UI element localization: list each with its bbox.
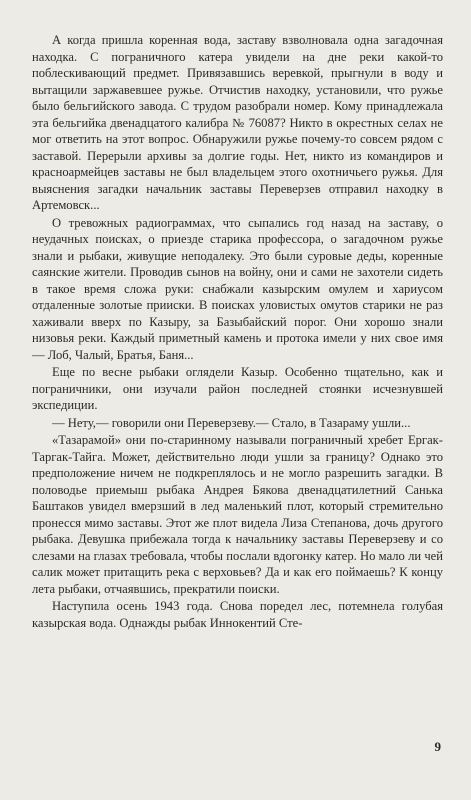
paragraph-5: «Тазарамой» они по-старинному называли пограничный хребет Ергак-Таргак-Тайга. Может, действительно люди ушли за границу? Однако это предположение ничем не подкреплялось и не могло разрешить загадки. В половодье приемыш рыбака Андрея Бякова двенадцатилетний Санька Баштаков увидел вмерзший в лед маленький плот, который стремительно пронесся мимо заставы. Этот же плот видела Лиза Степанова, дочь другого рыбака. Девушка прибежала тогда к начальнику заставы Переверзеву и со слезами на глазах требовала, чтобы послали вдогонку катер. Но мало ли чей салик может притащить река с верховьев? Да и как его поймаешь? К концу лета рыбаки, отчаявшись, прекратили поиски. [32,433,443,596]
paragraph-4: — Нету,— говорили они Переверзеву.— Стало, в Тазараму ушли... [52,415,411,430]
paragraph-2: О тревожных радиограммах, что сыпались год назад на заставу, о неудачных поисках, о приезде старика профессора, о загадочном ружье знали и рыбаки, живущие неподалеку. Это были суровые деды, коренные саянские жители. Проводив сынов на войну, они и сами не захотели сидеть в такое время сложа руки: снабжали казырским омулем и хариусом отдаленные золотые прииски. В поисках уловистых омутов старики не раз хаживали вверх по Казыру, за Базыбайский порог. Они хорошо знали низовья реки. Каждый приметный камень и протока имели у них свое имя — Лоб, Чалый, Братья, Баня... [32,215,443,362]
page-number: 9 [434,739,441,754]
text-block [32,32,443,631]
paragraph-1: А когда пришла коренная вода, заставу взволновала одна загадочная находка. С пограничного катера увидели на дне реки какой-то поблескивающий предмет. Привязавшись веревкой, прыгнули в воду и вытащили заржавевшее ружье. Отчистив находку, установили, что ружье было бельгийского завода. С трудом разобрали номер. Кому принадлежала эта бельгийка двенадцатого калибра № 76087? Никто в окрестных селах не мог ответить на этот вопрос. Обнаружили ружье почему-то совсем рядом с заставой. Перерыли архивы за долгие годы. Нет, никто из командиров и красноармейцев заставы не был владельцем этого охотничьего ружья. Для выяснения загадки начальник заставы Переверзев отправил находку в Артемовск... [32,33,443,212]
paragraph-3: Еще по весне рыбаки оглядели Казыр. Особенно тщательно, как и пограничники, они изучали район последней стоянки исчезнувшей экспедиции. [32,365,443,412]
paragraph-6: Наступила осень 1943 года. Снова поредел лес, потемнела голубая казырская вода. Однажды рыбак Иннокентий Сте- [32,599,443,630]
